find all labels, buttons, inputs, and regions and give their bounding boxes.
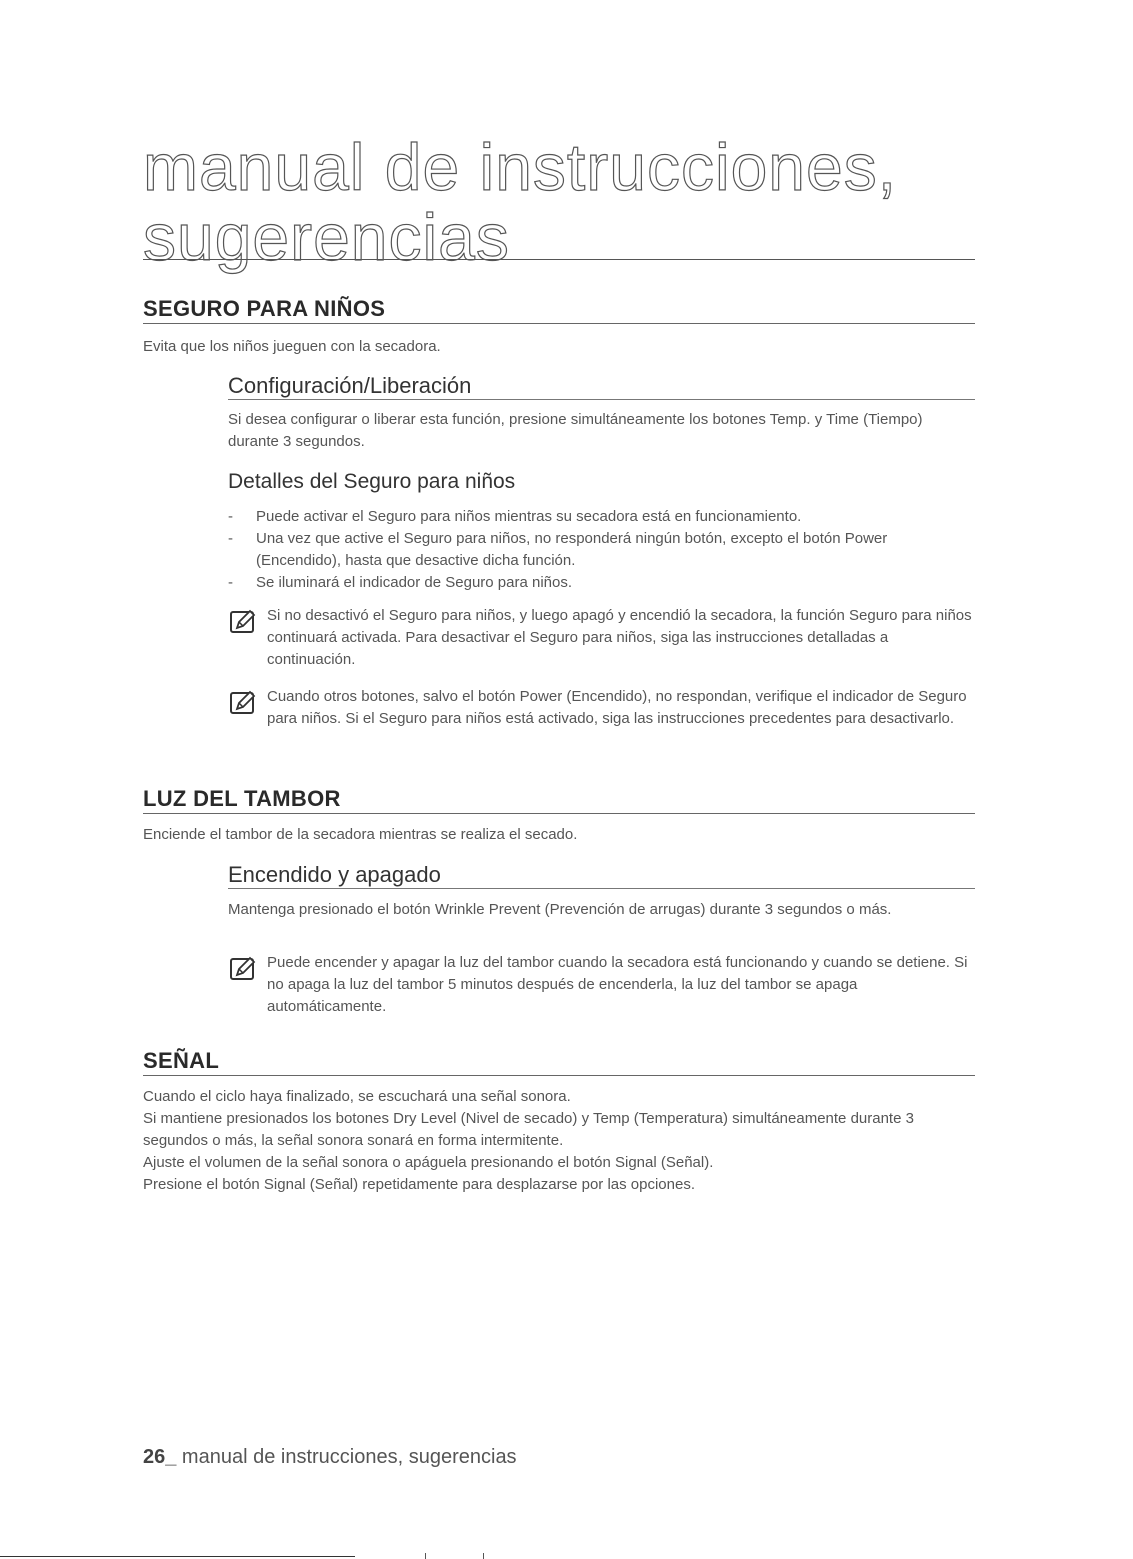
footer-text: manual de instrucciones, sugerencias — [176, 1446, 517, 1468]
note-pencil-icon — [228, 688, 258, 718]
paragraph: Ajuste el volumen de la señal sonora o apáguela presionando el botón Signal (Señal). — [143, 1154, 714, 1171]
subheading-detalles: Detalles del Seguro para niños — [228, 470, 516, 493]
list-item — [228, 572, 968, 594]
list-item-text: Una vez que active el Seguro para niños, no responderá ningún botón, excepto el botón Power (Encendido), hasta que desactive dicha función. — [256, 530, 888, 569]
section-divider-luz — [143, 813, 975, 814]
section-heading-senal: SEÑAL — [143, 1048, 220, 1073]
section-heading-luz: LUZ DEL TAMBOR — [143, 786, 341, 811]
config-text: Si desea configurar o liberar esta función, presione simultáneamente los botones Temp. y Time (Tiempo) durante 3 segundos. — [228, 411, 923, 450]
crop-mark — [483, 1553, 484, 1559]
subheading-configuracion: Configuración/Liberación — [228, 373, 472, 398]
note-text: Si no desactivó el Seguro para niños, y luego apagó y encendió la secadora, la función Seguro para niños continuará activada. Para desactivar el Seguro para niños, siga las instrucciones detalladas a continuación. — [267, 607, 972, 668]
bullet-dash: - — [228, 530, 233, 547]
senal-text — [143, 1086, 973, 1196]
note-block — [228, 605, 973, 671]
encendido-text: Mantenga presionado el botón Wrinkle Prevent (Prevención de arrugas) durante 3 segundos o más. — [228, 901, 892, 918]
section-divider-seguro — [143, 323, 975, 324]
page-footer — [143, 1446, 517, 1469]
paragraph: Si mantiene presionados los botones Dry Level (Nivel de secado) y Temp (Temperatura) simultáneamente durante 3 segundos o más, la señal sonora sonará en forma intermitente. — [143, 1110, 914, 1149]
bottom-divider — [0, 1556, 355, 1557]
note-pencil-icon — [228, 607, 258, 637]
note-pencil-icon — [228, 954, 258, 984]
page-title — [143, 132, 983, 272]
list-item-text: Puede activar el Seguro para niños mientras su secadora está en funcionamiento. — [256, 508, 802, 525]
section-intro-seguro: Evita que los niños jueguen con la secadora. — [143, 338, 441, 355]
page-number: 26_ — [143, 1446, 177, 1468]
bullet-dash: - — [228, 508, 233, 525]
crop-mark — [425, 1553, 426, 1559]
page-title-line2: sugerencias — [143, 200, 510, 274]
note-block — [228, 686, 973, 730]
note-block — [228, 952, 973, 1018]
section-divider-senal — [143, 1075, 975, 1076]
list-item — [228, 506, 968, 528]
section-heading-seguro: SEGURO PARA NIÑOS — [143, 296, 386, 321]
section-intro-luz: Enciende el tambor de la secadora mientras se realiza el secado. — [143, 826, 578, 843]
paragraph: Presione el botón Signal (Señal) repetidamente para desplazarse por las opciones. — [143, 1176, 696, 1193]
paragraph: Cuando el ciclo haya finalizado, se escuchará una señal sonora. — [143, 1088, 571, 1105]
subheading-divider-encendido — [228, 888, 975, 889]
subheading-encendido: Encendido y apagado — [228, 862, 441, 887]
list-item-text: Se iluminará el indicador de Seguro para niños. — [256, 574, 573, 591]
title-divider — [143, 259, 975, 260]
bullet-dash: - — [228, 574, 233, 591]
details-list — [228, 506, 968, 594]
list-item — [228, 528, 968, 572]
page-title-line1: manual de instrucciones, — [143, 130, 898, 204]
subheading-divider-configuracion — [228, 399, 975, 400]
note-text: Cuando otros botones, salvo el botón Power (Encendido), no respondan, verifique el indicador de Seguro para niños. Si el Seguro para niños está activado, siga las instrucciones precedentes para desactivarlo. — [267, 688, 967, 727]
note-text: Puede encender y apagar la luz del tambor cuando la secadora está funcionando y cuando se detiene. Si no apaga la luz del tambor 5 minutos después de encenderla, la luz del tambor se apaga automáticamente. — [267, 954, 968, 1015]
